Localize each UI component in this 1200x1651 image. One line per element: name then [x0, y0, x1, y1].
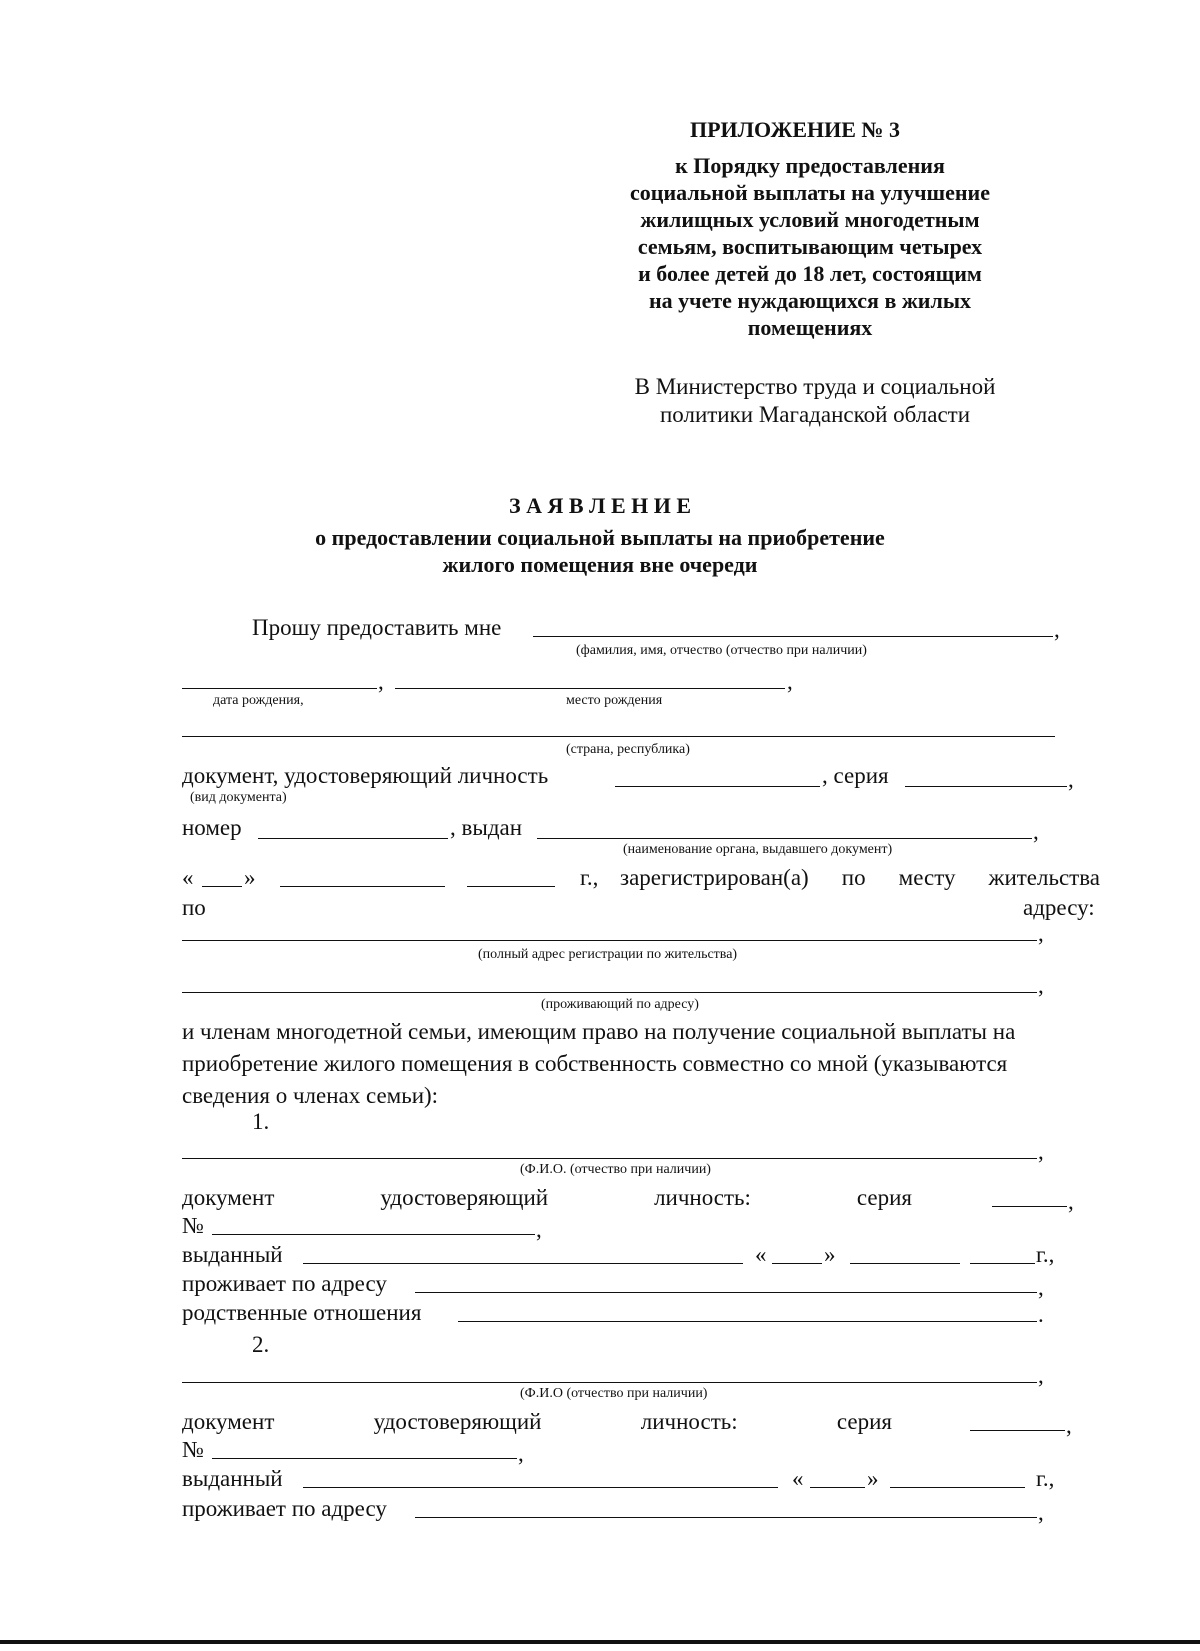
- birth-place-field[interactable]: [395, 688, 785, 689]
- member-doc-word: серия: [856, 1185, 912, 1210]
- appendix-subtitle-line: семьям, воспитывающим четырех: [637, 234, 983, 259]
- member-hint-fio: (Ф.И.О. (отчество при наличии): [520, 1162, 711, 1177]
- appendix-subtitle-line: к Порядку предоставления: [675, 153, 945, 178]
- comma: ,: [1033, 819, 1039, 844]
- member-doc-number-field[interactable]: [212, 1234, 535, 1235]
- po-label: по: [182, 895, 206, 920]
- family-intro: [182, 1016, 1015, 1112]
- comma: ,: [1068, 767, 1074, 792]
- member-doc-word: удостоверяющий: [380, 1185, 549, 1210]
- quote-close: »: [824, 1242, 836, 1267]
- member-issue-month-field[interactable]: [850, 1263, 960, 1264]
- hint-issuer: (наименование органа, выдавшего документ): [623, 842, 893, 857]
- appendix-subtitle-line: помещениях: [747, 315, 873, 340]
- registered-word: зарегистрирован(а): [620, 865, 809, 890]
- doc-series-field[interactable]: [905, 786, 1067, 787]
- hint-doc-type: (вид документа): [190, 790, 287, 805]
- hint-country: (страна, республика): [566, 742, 690, 757]
- comma: ,: [787, 669, 793, 694]
- comma: ,: [536, 1217, 542, 1242]
- comma: ,: [1054, 617, 1060, 642]
- comma: ,: [1068, 1189, 1074, 1214]
- period: .: [1038, 1302, 1044, 1327]
- doc-type-field[interactable]: [615, 786, 820, 787]
- comma: ,: [1038, 1275, 1044, 1300]
- comma: ,: [378, 669, 384, 694]
- registered-word: по: [841, 865, 866, 890]
- member-address-field[interactable]: [415, 1292, 1037, 1293]
- comma: ,: [518, 1441, 524, 1466]
- member-fio-field[interactable]: [182, 1158, 1037, 1159]
- family-intro-line: приобретение жилого помещения в собственность совместно со мной (указываются: [182, 1051, 1008, 1076]
- reg-address-field[interactable]: [182, 940, 1037, 941]
- hint-fio: (фамилия, имя, отчество (отчество при наличии): [576, 643, 867, 658]
- statement-subtitle-line: о предоставлении социальной выплаты на приобретение: [315, 525, 885, 550]
- member-doc-text: [182, 1410, 892, 1433]
- birth-date-field[interactable]: [182, 688, 377, 689]
- fio-field[interactable]: [533, 636, 1053, 637]
- family-intro-line: сведения о членах семьи):: [182, 1083, 439, 1108]
- scan-bottom-edge: [0, 1640, 1200, 1644]
- quote-close: »: [244, 865, 256, 890]
- quote-close: »: [867, 1466, 879, 1491]
- hint-living-address: (проживающий по адресу): [541, 997, 699, 1012]
- member-issued-label: выданный: [182, 1242, 283, 1267]
- year-label: г.,: [1036, 1466, 1055, 1491]
- doc-number-field[interactable]: [258, 838, 448, 839]
- member-issue-day-field[interactable]: [810, 1487, 865, 1488]
- appendix-subtitle-line: на учете нуждающихся в жилых: [648, 288, 971, 313]
- member-doc-word: личность:: [640, 1409, 738, 1434]
- member-fio-field[interactable]: [182, 1382, 1037, 1383]
- series-label: , серия: [822, 763, 889, 788]
- addressee-line: политики Магаданской области: [659, 402, 971, 427]
- addressee: [590, 373, 1040, 429]
- number-label: номер: [182, 815, 242, 840]
- doc-label: документ, удостоверяющий личность: [182, 763, 549, 788]
- hint-birth-date: дата рождения,: [213, 693, 304, 708]
- address-word: адресу:: [1023, 895, 1095, 920]
- member-hint-fio: (Ф.И.О (отчество при наличии): [520, 1386, 708, 1401]
- member-doc-word: серия: [836, 1409, 892, 1434]
- issue-day-field[interactable]: [202, 886, 242, 887]
- country-field[interactable]: [182, 736, 1055, 737]
- member-issue-month-field[interactable]: [890, 1487, 1025, 1488]
- comma: ,: [1038, 921, 1044, 946]
- issued-label: , выдан: [450, 815, 523, 840]
- request-label: Прошу предоставить мне: [252, 615, 502, 640]
- member-issuer-field[interactable]: [303, 1263, 743, 1264]
- registered-word: жительства: [988, 865, 1100, 890]
- appendix-subtitle-line: жилищных условий многодетным: [640, 207, 980, 232]
- issue-month-field[interactable]: [280, 886, 445, 887]
- member-doc-number-field[interactable]: [212, 1458, 517, 1459]
- member-doc-word: документ: [182, 1185, 275, 1210]
- statement-subtitle-line: жилого помещения вне очереди: [442, 552, 758, 577]
- member-address-label: проживает по адресу: [182, 1496, 387, 1521]
- comma: ,: [1038, 973, 1044, 998]
- appendix-subtitle: [575, 152, 1045, 341]
- comma: ,: [1038, 1139, 1044, 1164]
- hint-reg-address: (полный адрес регистрации по жительства): [478, 947, 738, 962]
- member-number: 2.: [252, 1332, 270, 1357]
- member-issued-label: выданный: [182, 1466, 283, 1491]
- statement-subtitle: [200, 524, 1000, 578]
- issue-year-field[interactable]: [467, 886, 555, 887]
- year-label: г.,: [580, 865, 599, 890]
- member-doc-word: документ: [182, 1409, 275, 1434]
- member-issue-year-field[interactable]: [970, 1263, 1035, 1264]
- member-relation-field[interactable]: [458, 1321, 1037, 1322]
- member-address-label: проживает по адресу: [182, 1271, 387, 1296]
- number-sign: №: [182, 1437, 204, 1462]
- quote-open: «: [755, 1242, 767, 1267]
- living-address-field[interactable]: [182, 992, 1037, 993]
- comma: ,: [1038, 1363, 1044, 1388]
- member-address-field[interactable]: [415, 1517, 1037, 1518]
- quote-open: «: [182, 865, 194, 890]
- member-issuer-field[interactable]: [303, 1487, 778, 1488]
- year-label: г.,: [1036, 1242, 1055, 1267]
- appendix-title: ПРИЛОЖЕНИЕ № 3: [689, 117, 901, 142]
- member-relation-label: родственные отношения: [182, 1300, 422, 1325]
- family-intro-line: и членам многодетной семьи, имеющим право на получение социальной выплаты на: [182, 1019, 1016, 1044]
- issuer-field[interactable]: [537, 838, 1032, 839]
- member-doc-word: личность:: [654, 1185, 751, 1210]
- member-number: 1.: [252, 1109, 270, 1134]
- quote-open: «: [792, 1466, 804, 1491]
- addressee-line: В Министерство труда и социальной: [634, 374, 996, 399]
- member-issue-day-field[interactable]: [772, 1263, 822, 1264]
- hint-birth-place: место рождения: [566, 693, 663, 708]
- registered-text: [620, 866, 1100, 889]
- member-doc-word: удостоверяющий: [373, 1409, 542, 1434]
- registered-word: месту: [898, 865, 956, 890]
- statement-title: З А Я В Л Е Н И Е: [508, 493, 692, 518]
- member-doc-text: [182, 1186, 912, 1209]
- member-series-field[interactable]: [970, 1430, 1065, 1431]
- appendix-subtitle-line: и более детей до 18 лет, состоящим: [638, 261, 982, 286]
- member-series-field[interactable]: [992, 1206, 1067, 1207]
- comma: ,: [1038, 1500, 1044, 1525]
- number-sign: №: [182, 1213, 204, 1238]
- appendix-subtitle-line: социальной выплаты на улучшение: [630, 180, 990, 205]
- comma: ,: [1066, 1413, 1072, 1438]
